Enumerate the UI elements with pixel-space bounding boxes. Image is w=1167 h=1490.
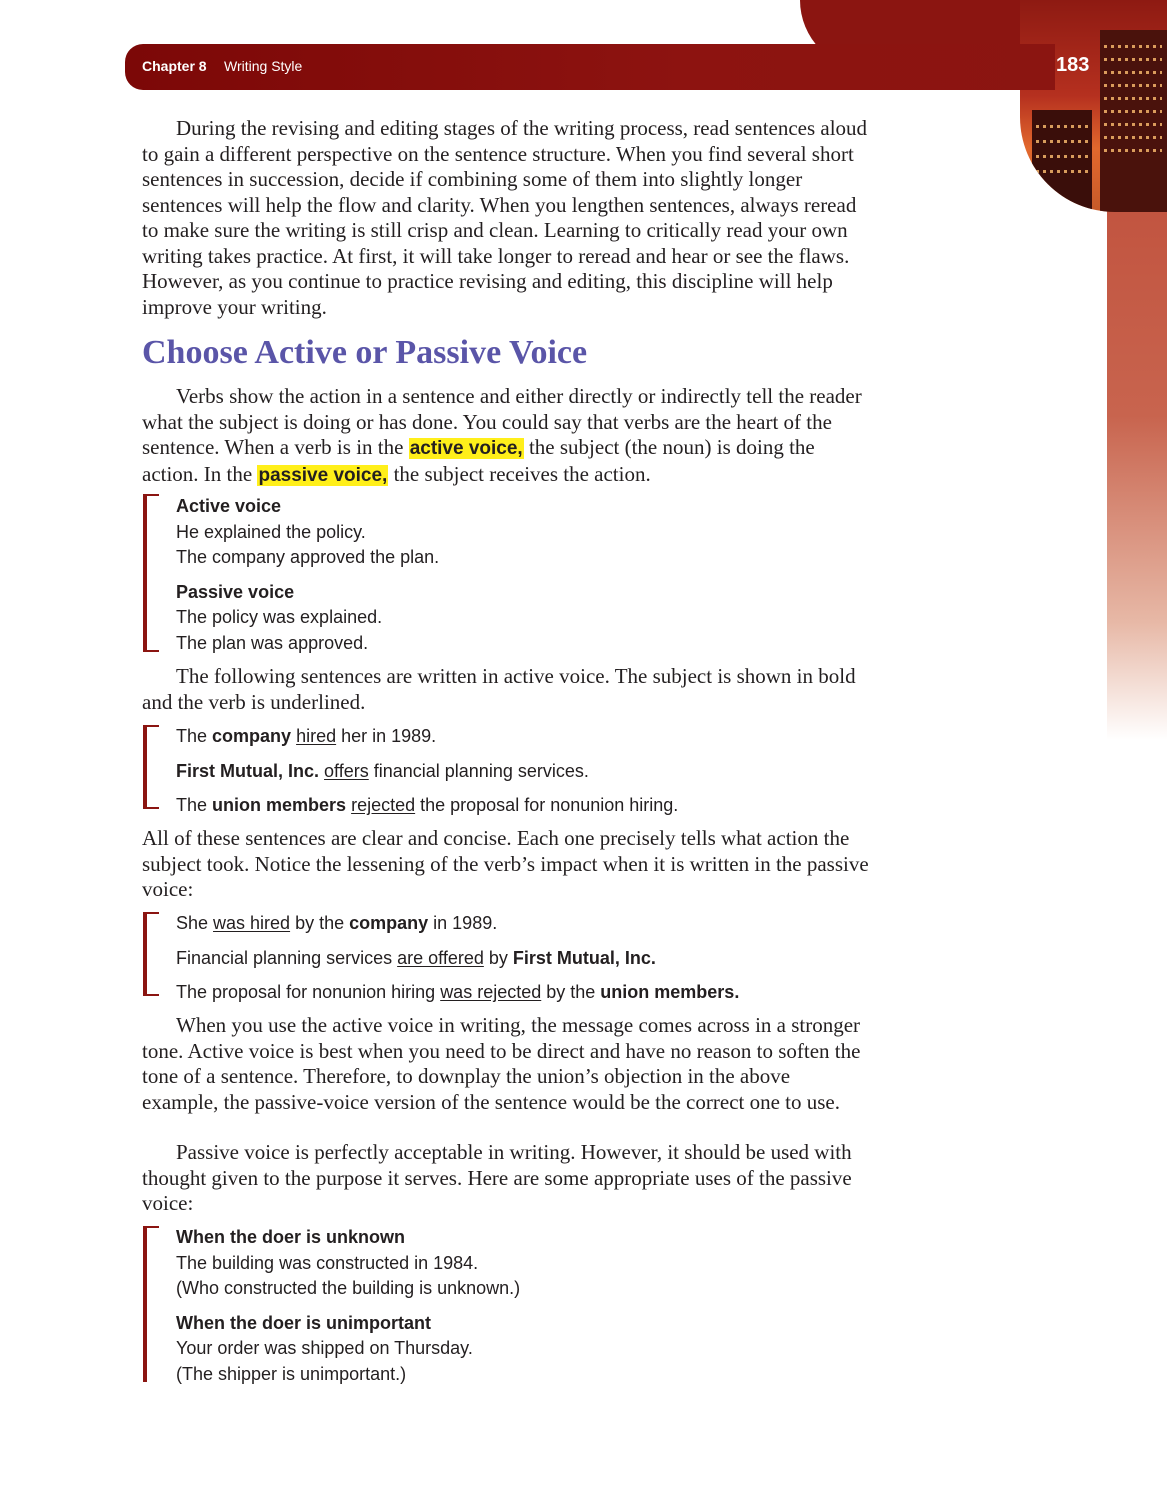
- example-heading-passive: Passive voice: [176, 581, 295, 602]
- example-heading-active: Active voice: [176, 496, 282, 516]
- active-use-paragraph: When you use the active voice in writing, the message comes across in a stronger tone. Active voice is best when you need to be direct and have no reason to soften the tone of a sentence. Therefore, to downplay the union’s objection in the above example, the passive-voice version of the sentence would be the correct one to use.: [142, 1013, 861, 1114]
- example-sentence: Financial planning services are offered by First Mutual, Inc.: [176, 947, 656, 968]
- following-paragraph: The following sentences are written in active voice. The subject is shown in bold and the verb is underlined.: [142, 664, 856, 714]
- example-passive-sentences: [176, 911, 739, 1006]
- key-term-passive-voice: passive voice,: [258, 464, 388, 486]
- chapter-label: Chapter 8: [142, 58, 207, 74]
- example-sentence: She was hired by the company in 1989.: [176, 913, 498, 933]
- section-heading: Choose Active or Passive Voice: [142, 334, 588, 371]
- example-bracket: [143, 1226, 159, 1382]
- chapter-title: Writing Style: [224, 58, 303, 74]
- intro-paragraph: During the revising and editing stages of the writing process, read sentences aloud to gain a different perspective on the sentence structure. When you find several short sentences in succession, decide if combining some of them into slightly longer sentences will help the flow and clarity. When you lengthen sentences, always reread to make sure the writing is still crisp and clean. Learning to critically read your own writing takes practice. At first, it will take longer to reread and hear or see the flaws. However, as you continue to practice revising and editing, this discipline will help improve your writing.: [142, 116, 868, 319]
- example-sentence: The proposal for nonunion hiring was rejected by the union members.: [176, 982, 740, 1002]
- example-sentence: The company hired her in 1989.: [176, 726, 437, 746]
- side-color-strip: [1107, 150, 1167, 740]
- example-line: The policy was explained.: [176, 607, 383, 627]
- verbs-paragraph: Verbs show the action in a sentence and either directly or indirectly tell the reader what the subject is doing or has done. You could say that verbs are the heart of the sentence. When a verb is in the active voice, the subject (the noun) is doing the action. In the passive voice, the subject receives the action.: [142, 384, 862, 486]
- example-line: The company approved the plan.: [176, 547, 440, 567]
- example-line: The plan was approved.: [176, 632, 369, 653]
- example-active-passive: [176, 494, 439, 656]
- example-sentence: The union members rejected the proposal for nonunion hiring.: [176, 795, 679, 815]
- example-sentence: First Mutual, Inc. offers financial planning services.: [176, 760, 589, 781]
- example-line: (Who constructed the building is unknown.): [176, 1278, 521, 1298]
- example-heading-unimportant: When the doer is unimportant: [176, 1312, 431, 1333]
- passive-ok-paragraph: Passive voice is perfectly acceptable in writing. However, it should be used with thought given to the purpose it serves. Here are some appropriate uses of the passive voice:: [142, 1140, 852, 1215]
- example-line: The building was constructed in 1984.: [176, 1252, 479, 1273]
- example-line: He explained the policy.: [176, 521, 366, 542]
- example-line: (The shipper is unimportant.): [176, 1363, 407, 1384]
- key-term-active-voice: active voice,: [409, 438, 523, 459]
- example-heading-unknown: When the doer is unknown: [176, 1227, 405, 1247]
- example-passive-uses: [176, 1225, 520, 1387]
- page-number: 183: [1056, 54, 1090, 76]
- example-active-sentences: [176, 724, 678, 819]
- example-line: Your order was shipped on Thursday.: [176, 1338, 473, 1358]
- city-building-photo: [1020, 0, 1167, 212]
- example-bracket: [143, 912, 159, 996]
- example-bracket: [143, 725, 159, 809]
- clear-paragraph: All of these sentences are clear and concise. Each one precisely tells what action the subject took. Notice the lessening of the verb’s impact when it is written in the passive voice:: [142, 826, 869, 901]
- example-bracket: [143, 494, 159, 652]
